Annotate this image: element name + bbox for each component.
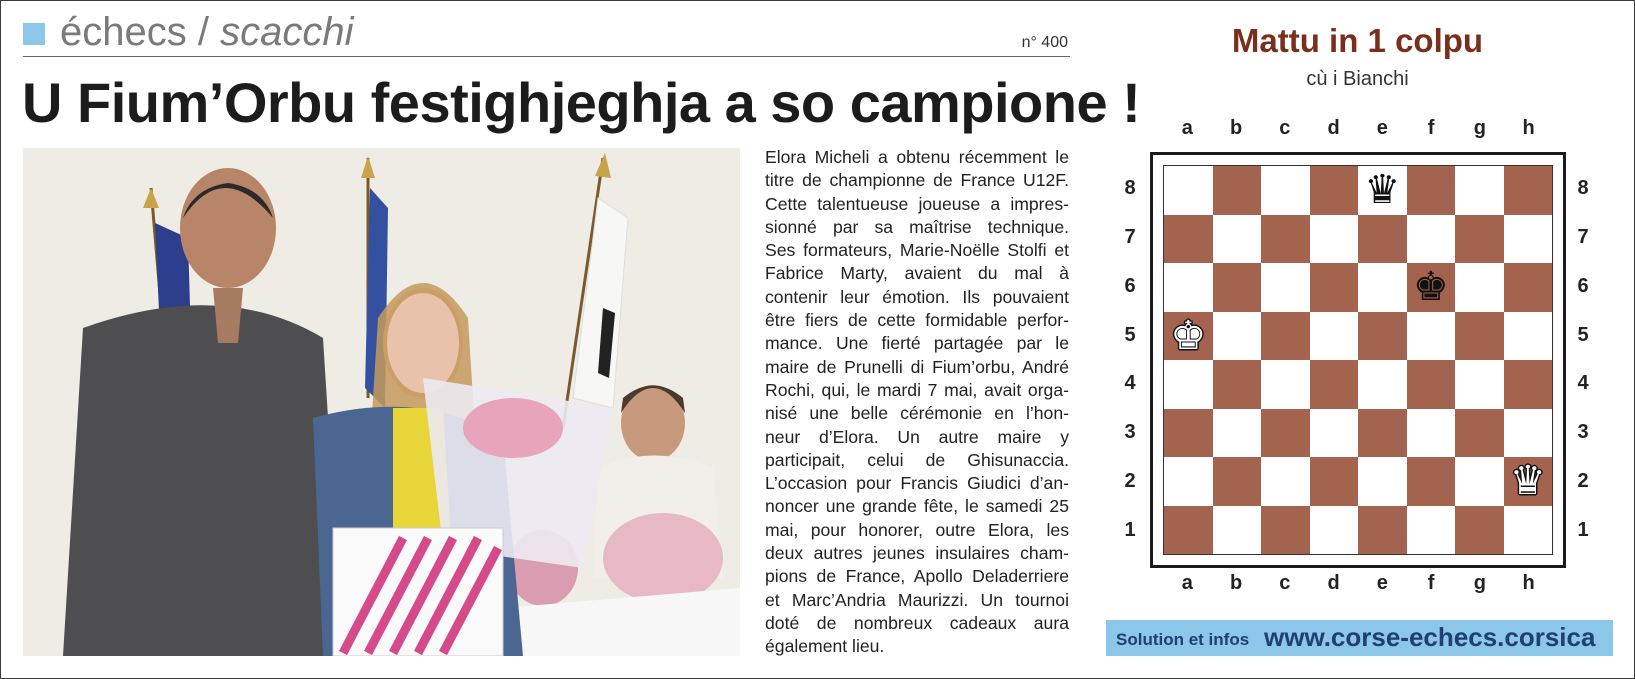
square-h8[interactable] [1504, 166, 1553, 215]
article-line: contenir leur émotion. Ils pouvaient [765, 286, 1069, 307]
square-g8[interactable] [1455, 166, 1504, 215]
file-label-bottom: d [1327, 572, 1340, 594]
file-label-top: b [1229, 117, 1243, 139]
square-d5[interactable] [1310, 312, 1359, 361]
square-c7[interactable] [1261, 215, 1310, 264]
rank-label-left: 2 [1124, 469, 1136, 492]
square-e5[interactable] [1358, 312, 1407, 361]
article-line: mance. Une fierté partagée par le [765, 333, 1069, 354]
rank-label-left: 5 [1124, 323, 1136, 346]
square-a4[interactable] [1164, 360, 1213, 409]
file-label-top: c [1279, 117, 1291, 139]
square-a6[interactable] [1164, 263, 1213, 312]
rank-label-right: 4 [1577, 372, 1589, 395]
file-label-top: e [1376, 117, 1388, 139]
square-c8[interactable] [1261, 166, 1310, 215]
square-b8[interactable] [1213, 166, 1262, 215]
rank-label-right: 6 [1577, 274, 1589, 297]
square-f8[interactable] [1407, 166, 1456, 215]
square-a3[interactable] [1164, 409, 1213, 458]
article-line: nisé une belle cérémonie en l’hon- [765, 403, 1069, 424]
rank-label-right: 5 [1577, 323, 1589, 346]
square-g4[interactable] [1455, 360, 1504, 409]
square-d8[interactable] [1310, 166, 1359, 215]
square-f5[interactable] [1407, 312, 1456, 361]
rank-label-right: 2 [1577, 469, 1589, 492]
rank-label-left: 7 [1124, 226, 1136, 249]
chessboard [1163, 165, 1553, 555]
article-line: titre de championne de France U12F. [765, 170, 1069, 191]
square-h5[interactable] [1504, 312, 1553, 361]
file-label-bottom: a [1181, 572, 1193, 594]
section-marker-square [23, 23, 45, 45]
square-a2[interactable] [1164, 457, 1213, 506]
square-g1[interactable] [1455, 506, 1504, 555]
black-king-icon[interactable]: ♚ [1412, 264, 1449, 311]
rank-label-right: 7 [1577, 226, 1589, 249]
file-label-top: h [1522, 117, 1535, 139]
square-e2[interactable] [1358, 457, 1407, 506]
rank-label-left: 4 [1124, 372, 1136, 395]
file-label-top: a [1181, 117, 1193, 139]
file-label-top: g [1473, 117, 1486, 139]
rank-label-right: 8 [1577, 177, 1589, 200]
square-b3[interactable] [1213, 409, 1262, 458]
square-f3[interactable] [1407, 409, 1456, 458]
article-line: mai, pour honorer, outre Elora, les [765, 519, 1069, 540]
square-d6[interactable] [1310, 263, 1359, 312]
square-h1[interactable] [1504, 506, 1553, 555]
website-link[interactable]: www.corse-echecs.corsica [1264, 622, 1596, 652]
square-e8[interactable] [1358, 166, 1407, 215]
article-line: maire de Prunelli di Fium’orbu, André [765, 356, 1069, 377]
section-title-italic: scacchi [220, 10, 354, 54]
square-e7[interactable] [1358, 215, 1407, 264]
article-line: et Marc’Andria Maurizzi. Un tournoi [765, 589, 1069, 610]
rank-label-left: 8 [1124, 177, 1136, 200]
square-a8[interactable] [1164, 166, 1213, 215]
square-a5[interactable] [1164, 312, 1213, 361]
black-queen-icon[interactable]: ♛ [1364, 167, 1401, 214]
rank-label-right: 3 [1577, 421, 1589, 444]
article-line: pions de France, Apollo Deladerriere [765, 566, 1069, 587]
rank-label-left: 1 [1124, 518, 1136, 541]
square-d1[interactable] [1310, 506, 1359, 555]
square-g5[interactable] [1455, 312, 1504, 361]
puzzle-title: Mattu in 1 colpu [1231, 22, 1484, 59]
issue-number: n° 400 [1021, 34, 1068, 51]
article-line: deux autres jeunes insulaires cham- [765, 543, 1069, 564]
square-d4[interactable] [1310, 360, 1359, 409]
square-b7[interactable] [1213, 215, 1262, 264]
rank-label-left: 3 [1124, 421, 1136, 444]
article-line: L’occasion pour Francis Giudici d’an- [765, 473, 1069, 494]
square-b6[interactable] [1213, 263, 1262, 312]
file-label-bottom: e [1376, 572, 1388, 594]
article-line: Rochi, qui, le mardi 7 mai, avait orga- [765, 379, 1069, 400]
puzzle-subtitle: cù i Bianchi [1306, 68, 1409, 90]
square-d7[interactable] [1310, 215, 1359, 264]
article-body [765, 146, 1069, 659]
square-f1[interactable] [1407, 506, 1456, 555]
article-line: Fabrice Marty, avaient du mal à [765, 263, 1069, 284]
headline: U Fium’Orbu festighjeghja a so campione ! [22, 71, 1141, 134]
section-header [23, 6, 1070, 57]
file-label-top: f [1427, 117, 1435, 139]
rank-label-left: 6 [1124, 274, 1136, 297]
square-h3[interactable] [1504, 409, 1553, 458]
ceremony-photo [23, 148, 740, 656]
square-b4[interactable] [1213, 360, 1262, 409]
article-line: Cette talentueuse joueuse a impres- [765, 193, 1069, 214]
article-line: sionné par sa maîtrise technique. [765, 216, 1069, 237]
solution-banner [1106, 620, 1613, 656]
file-label-bottom: c [1279, 572, 1291, 594]
square-c2[interactable] [1261, 457, 1310, 506]
square-g2[interactable] [1455, 457, 1504, 506]
square-g6[interactable] [1455, 263, 1504, 312]
square-c4[interactable] [1261, 360, 1310, 409]
rank-label-right: 1 [1577, 518, 1589, 541]
solution-label: Solution et infos [1116, 630, 1250, 649]
file-label-bottom: g [1473, 572, 1486, 594]
square-f2[interactable] [1407, 457, 1456, 506]
square-h7[interactable] [1504, 215, 1553, 264]
square-h6[interactable] [1504, 263, 1553, 312]
square-e3[interactable] [1358, 409, 1407, 458]
square-f6[interactable] [1407, 263, 1456, 312]
square-e1[interactable] [1358, 506, 1407, 555]
file-label-bottom: h [1522, 572, 1535, 594]
square-h2[interactable] [1504, 457, 1553, 506]
article-line: neur d’Elora. Un autre maire y [765, 426, 1069, 447]
article-line: participait, celui de Ghisunaccia. [765, 449, 1069, 470]
file-label-bottom: f [1427, 572, 1435, 594]
square-d2[interactable] [1310, 457, 1359, 506]
article-line: Ses formateurs, Marie-Noëlle Stolfi et [765, 240, 1069, 261]
square-b1[interactable] [1213, 506, 1262, 555]
square-g7[interactable] [1455, 215, 1504, 264]
article-line: doté de nombreux cadeaux aura [765, 612, 1069, 633]
square-a7[interactable] [1164, 215, 1213, 264]
white-queen-icon[interactable]: ♛ [1509, 458, 1546, 505]
article-line: Elora Micheli a obtenu récemment le [765, 147, 1069, 167]
square-c6[interactable] [1261, 263, 1310, 312]
article-line: noncer une grande fête, le samedi 25 [765, 496, 1069, 517]
file-label-top: d [1327, 117, 1340, 139]
square-b5[interactable] [1213, 312, 1262, 361]
square-b2[interactable] [1213, 457, 1262, 506]
square-g3[interactable] [1455, 409, 1504, 458]
square-c3[interactable] [1261, 409, 1310, 458]
square-f7[interactable] [1407, 215, 1456, 264]
square-h4[interactable] [1504, 360, 1553, 409]
square-a1[interactable] [1164, 506, 1213, 555]
square-f4[interactable] [1407, 360, 1456, 409]
square-e4[interactable] [1358, 360, 1407, 409]
section-title-main: échecs / [60, 10, 221, 54]
article-line: également lieu. [765, 636, 885, 657]
square-c1[interactable] [1261, 506, 1310, 555]
section-title [60, 10, 353, 55]
white-king-icon[interactable]: ♚ [1170, 312, 1207, 359]
square-d3[interactable] [1310, 409, 1359, 458]
article-line: être fiers de cette formidable perfor- [765, 310, 1069, 331]
square-c5[interactable] [1261, 312, 1310, 361]
square-e6[interactable] [1358, 263, 1407, 312]
file-label-bottom: b [1229, 572, 1243, 594]
